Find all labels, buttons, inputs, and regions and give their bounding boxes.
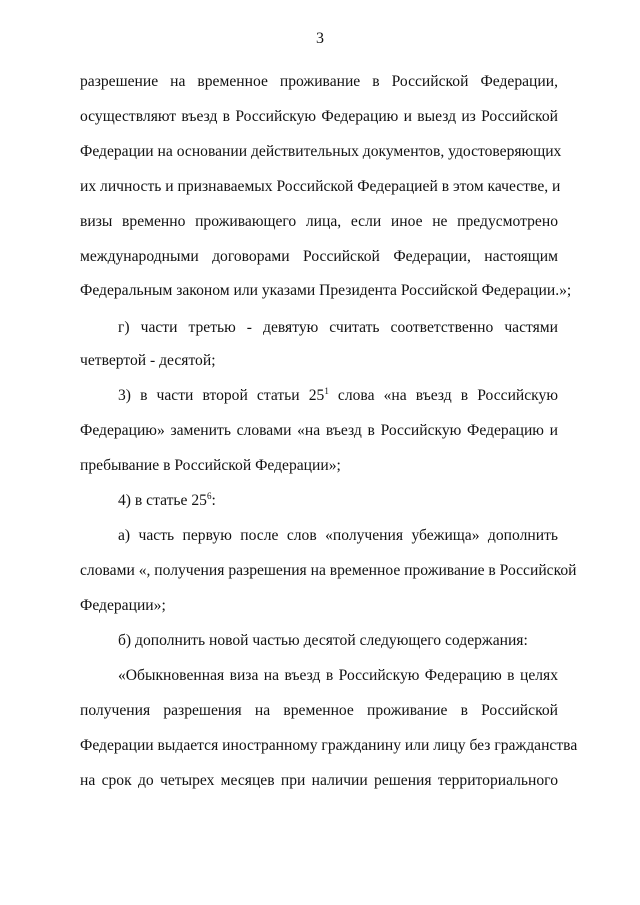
- text-line: Федерацию» заменить словами «на въезд в Российскую Федерацию и: [80, 422, 558, 439]
- text-line: «Обыкновенная виза на въезд в Российскую Федерацию в целях: [118, 667, 558, 684]
- text-line-with-superscript: [118, 491, 558, 511]
- text-line: их личность и признаваемых Российской Федерацией в этом качестве, и: [80, 178, 561, 195]
- text-line: четвертой - десятой;: [80, 352, 216, 369]
- superscript: 1: [324, 385, 329, 396]
- text-line: Федерации на основании действительных документов, удостоверяющих: [80, 143, 562, 160]
- superscript: 6: [206, 490, 212, 501]
- text-line: разрешение на временное проживание в Российской Федерации,: [80, 73, 558, 90]
- text-line: г) части третью - девятую считать соответственно частями: [118, 319, 558, 336]
- text-line: а) часть первую после слов «получения убежища» дополнить: [118, 527, 558, 544]
- text-fragment: 4) в статье 25: [118, 492, 207, 509]
- text-line: Федеральным законом или указами Президента Российской Федерации.»;: [80, 282, 572, 299]
- text-fragment: :: [211, 492, 216, 509]
- text-line: на срок до четырех месяцев при наличии решения территориального: [80, 772, 558, 789]
- text-line: Федерации выдается иностранному гражданину или лицу без гражданства: [80, 737, 578, 754]
- text-line: пребывание в Российской Федерации»;: [80, 457, 341, 474]
- text-line: международными договорами Российской Федерации, настоящим: [80, 248, 558, 265]
- text-fragment: 3) в части второй статьи 25: [118, 387, 325, 404]
- text-fragment: слова «на въезд в Российскую: [328, 387, 558, 404]
- text-line: словами «, получения разрешения на временное проживание в Российской: [80, 562, 577, 579]
- text-line: получения разрешения на временное проживание в Российской: [80, 702, 558, 719]
- text-line: Федерации»;: [80, 597, 166, 614]
- text-line: визы временно проживающего лица, если иное не предусмотрено: [80, 213, 558, 230]
- text-line: осуществляют въезд в Российскую Федерацию и выезд из Российской: [80, 108, 558, 125]
- text-line-with-superscript: [118, 386, 558, 406]
- text-line: б) дополнить новой частью десятой следующего содержания:: [118, 632, 528, 649]
- page-number: 3: [316, 30, 324, 47]
